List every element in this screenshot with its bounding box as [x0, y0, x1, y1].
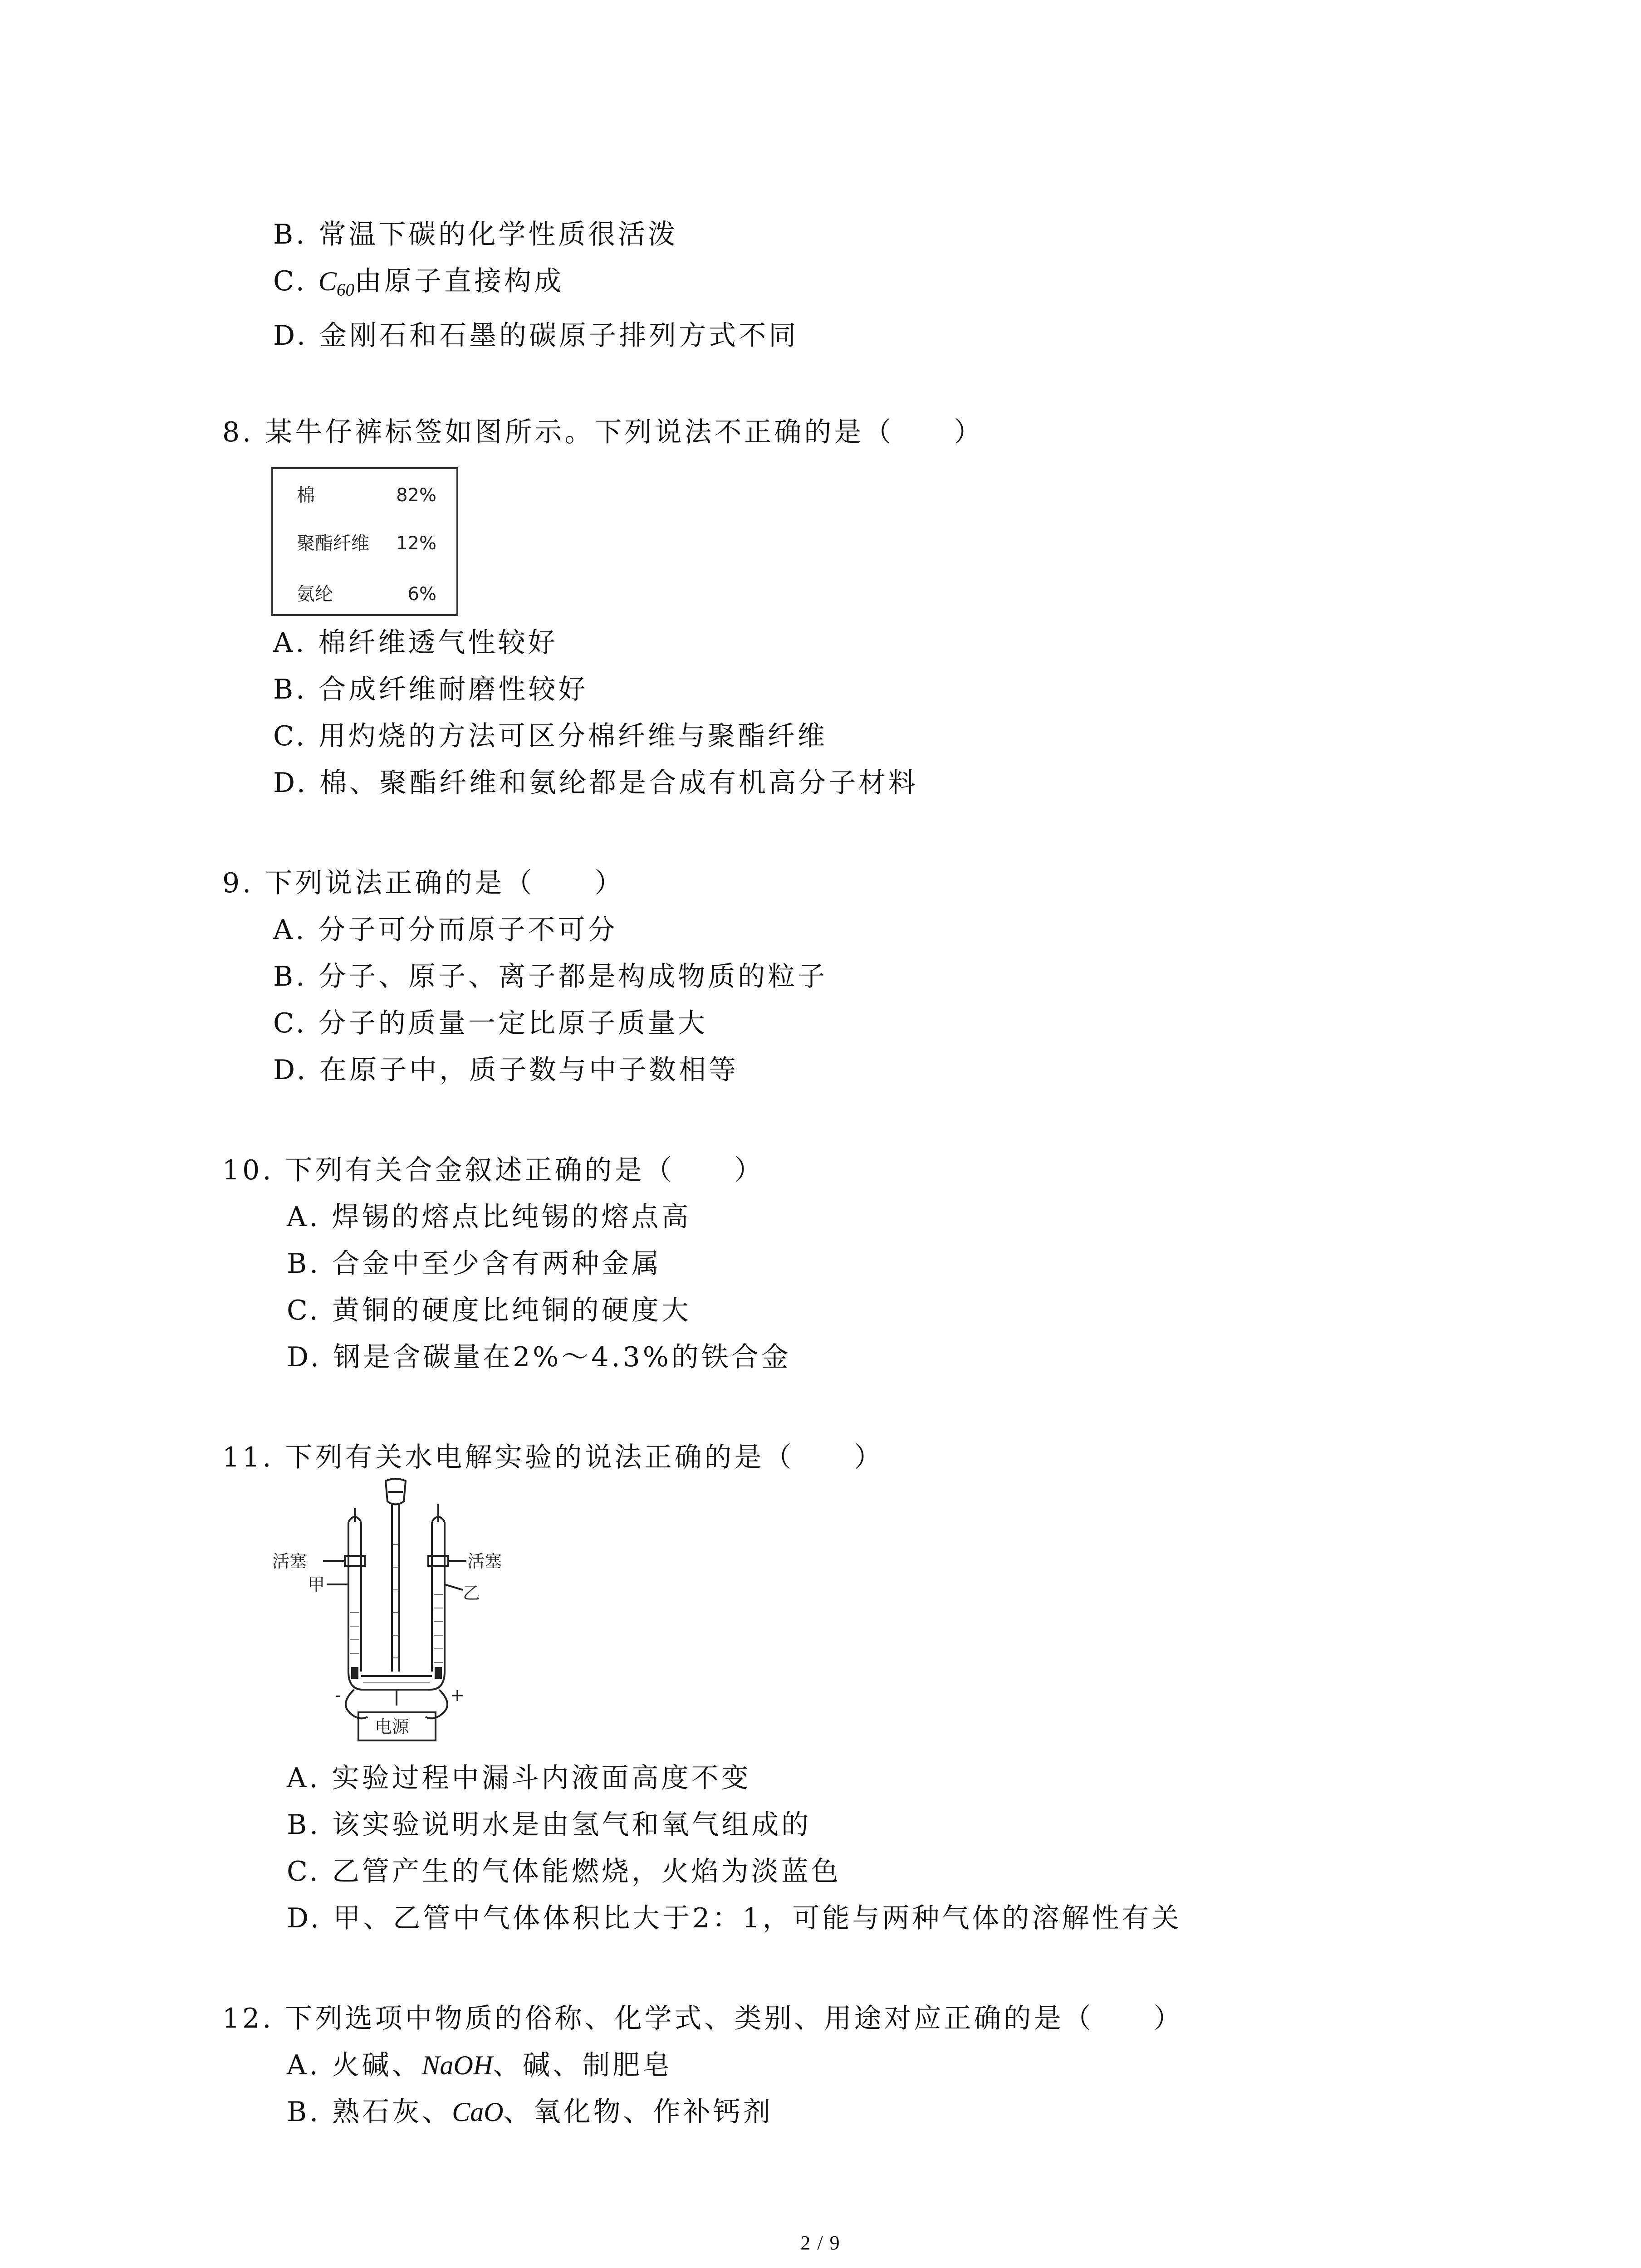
q12-option-b: B. 熟石灰、CaO、氧化物、作补钙剂	[287, 2096, 773, 2128]
c60-formula: $C_{60}$	[318, 266, 354, 300]
label-row-spandex: 氨纶 6%	[297, 584, 436, 605]
negative-terminal-label: -	[335, 1685, 341, 1705]
q9-option-c: C. 分子的质量一定比原子质量大	[273, 1007, 708, 1039]
q7-option-b: B. 常温下碳的化学性质很活泼	[273, 219, 678, 250]
q11-option-b: B. 该实验说明水是由氢气和氧气组成的	[287, 1809, 812, 1841]
q9-stem: 9. 下列说法正确的是（ ）	[222, 867, 625, 899]
q10-option-d: D. 钢是含碳量在2%～4.3%的铁合金	[287, 1341, 791, 1373]
q7-option-c-prefix: C.	[273, 265, 318, 297]
q9-option-a: A. 分子可分而原子不可分	[273, 914, 618, 946]
q10-option-a: A. 焊锡的熔点比纯锡的熔点高	[287, 1201, 691, 1233]
label-row-polyester: 聚酯纤维 12%	[297, 533, 436, 554]
q8-option-a: A. 棉纤维透气性较好	[273, 627, 558, 659]
q8-option-d: D. 棉、聚酯纤维和氨纶都是合成有机高分子材料	[273, 767, 919, 799]
q9-option-b: B. 分子、原子、离子都是构成物质的粒子	[273, 961, 828, 992]
q8-option-c: C. 用灼烧的方法可区分棉纤维与聚酯纤维	[273, 720, 828, 752]
q11-option-a: A. 实验过程中漏斗内液面高度不变	[287, 1762, 751, 1794]
cao-formula: CaO	[452, 2097, 504, 2127]
q8-stem: 8. 某牛仔裤标签如图所示。下列说法不正确的是（ ）	[222, 416, 984, 448]
electrolysis-apparatus-figure	[272, 1476, 517, 1749]
q8-option-b: B. 合成纤维耐磨性较好	[273, 674, 588, 705]
q11-stem: 11. 下列有关水电解实验的说法正确的是（ ）	[222, 1442, 884, 1473]
tube-jia-label: 甲	[308, 1575, 325, 1595]
q7-option-d: D. 金刚石和石墨的碳原子排列方式不同	[273, 320, 799, 352]
q11-option-c: C. 乙管产生的气体能燃烧，火焰为淡蓝色	[287, 1856, 841, 1887]
q9-option-d: D. 在原子中，质子数与中子数相等	[273, 1054, 739, 1086]
label-row-cotton: 棉 82%	[297, 485, 436, 506]
electrolysis-diagram	[272, 1476, 517, 1749]
jeans-label-table	[271, 467, 458, 616]
positive-terminal-label: +	[450, 1685, 465, 1705]
q10-stem: 10. 下列有关合金叙述正确的是（ ）	[222, 1154, 764, 1186]
q12-stem: 12. 下列选项中物质的俗称、化学式、类别、用途对应正确的是（ ）	[222, 2003, 1184, 2034]
q7-option-c-text: 由原子直接构成	[354, 265, 564, 297]
power-supply-label: 电源	[375, 1717, 410, 1737]
q11-option-d: D. 甲、乙管中气体体积比大于2：1，可能与两种气体的溶解性有关	[287, 1902, 1182, 1934]
q12-option-a: A. 火碱、NaOH、碱、制肥皂	[287, 2049, 673, 2081]
q7-option-c	[273, 263, 564, 308]
q10-option-c: C. 黄铜的硬度比纯铜的硬度大	[287, 1295, 691, 1326]
left-valve-label: 活塞	[272, 1551, 307, 1571]
page-number: 2 / 9	[800, 2232, 841, 2254]
naoh-formula: NaOH	[421, 2050, 493, 2080]
right-valve-label: 活塞	[467, 1551, 502, 1571]
tube-yi-label: 乙	[463, 1583, 480, 1603]
q10-option-b: B. 合金中至少含有两种金属	[287, 1248, 662, 1280]
